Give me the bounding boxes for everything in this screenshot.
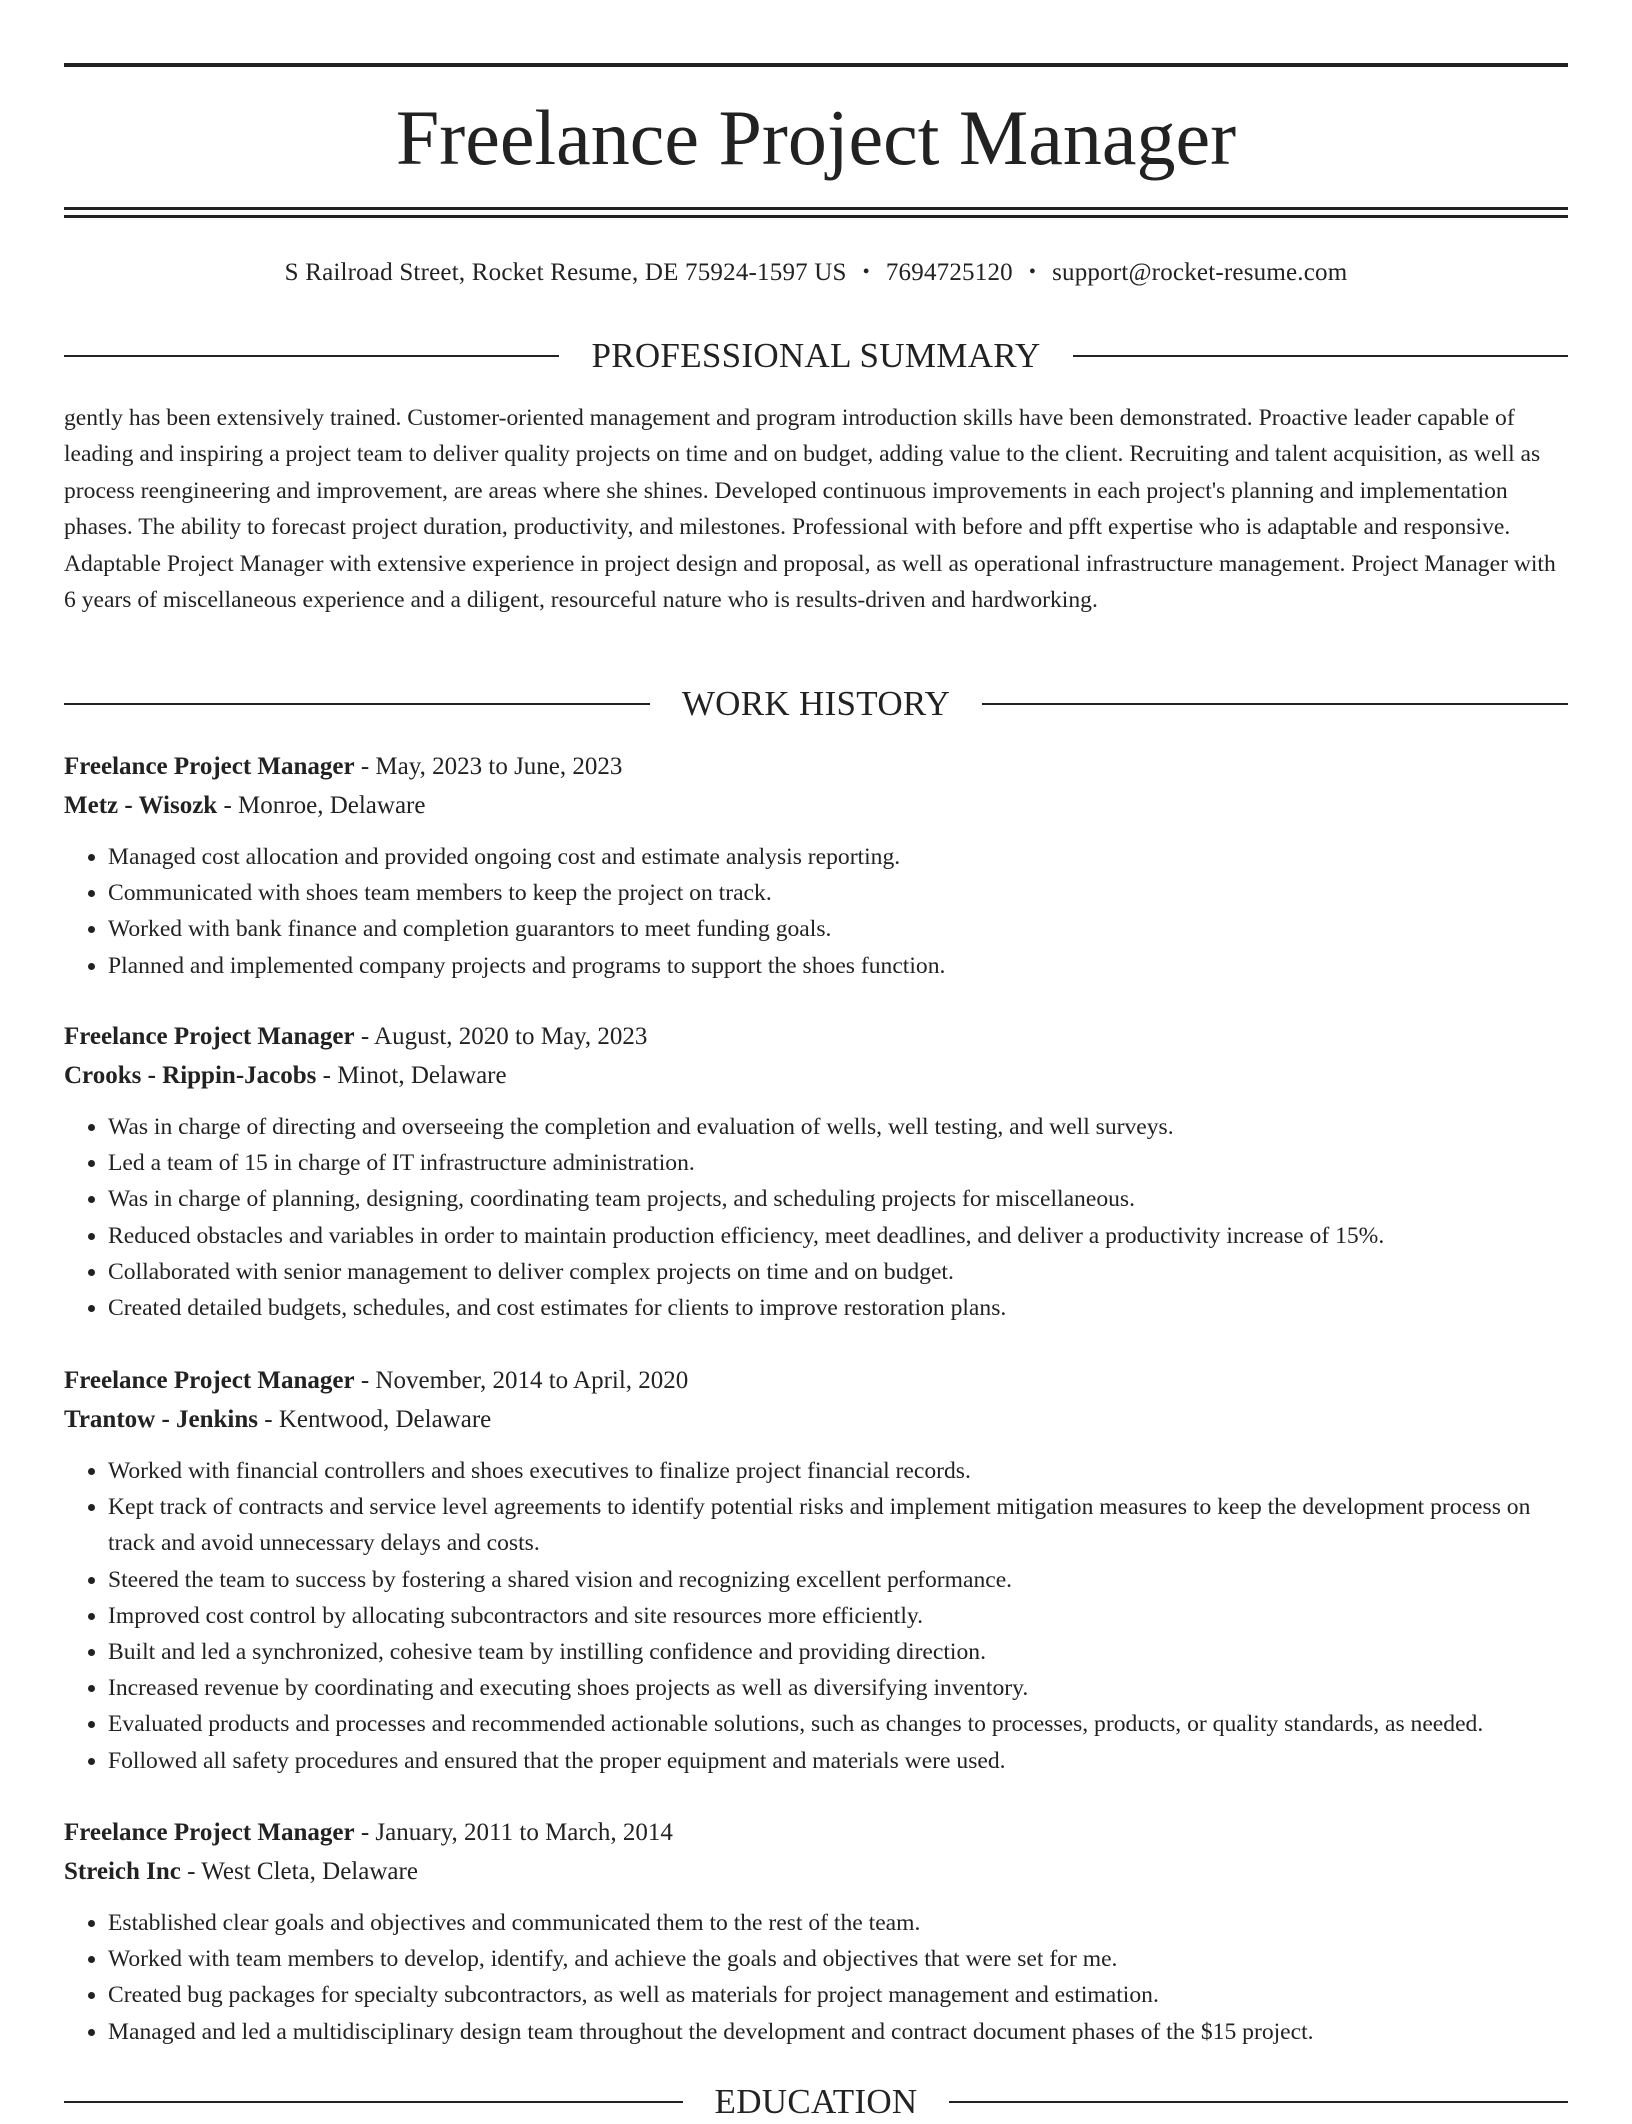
job-dates: - May, 2023 to June, 2023 — [354, 753, 623, 780]
list-item: • Was in charge of directing and overseeing the completion and evaluation of wells, well testing, and well surveys. — [108, 1109, 1568, 1145]
list-item: • Increased revenue by coordinating and executing shoes projects as well as diversifying inventory. — [108, 1670, 1568, 1706]
job-dates: - January, 2011 to March, 2014 — [354, 1819, 673, 1846]
job-entry — [64, 1362, 1568, 1779]
job-bullets — [64, 1109, 1568, 1326]
section-rule-right — [949, 2101, 1568, 2103]
job-company: Trantow - Jenkins — [64, 1406, 259, 1433]
header-bottom-rule-double — [64, 215, 1568, 218]
job-bullets — [64, 1905, 1568, 2050]
list-item: • Improved cost control by allocating subcontractors and site resources more efficiently. — [108, 1598, 1568, 1634]
job-company-line — [64, 1853, 1568, 1891]
professional-summary: gently has been extensively trained. Customer-oriented management and program introduction skills have been demonstrated. Proactive leader capable of leading and inspiring a project team to deliver quality projects on time and on budget, adding value to the client. Recruiting and talent acquisition, as well as process reengineering and improvement, are areas where she shines. Developed continuous improvements in each project's planning and implementation phases. The ability to forecast project duration, productivity, and milestones. Professional with before and pfft expertise who is adaptable and responsive. Adaptable Project Manager with extensive experience in project design and proposal, as well as operational infrastructure management. Project Manager with 6 years of miscellaneous experience and a diligent, resourceful nature who is results-driven and hardworking. — [64, 405, 1556, 614]
contact-email: support@rocket-resume.com — [1052, 259, 1348, 286]
job-bullets — [64, 1453, 1568, 1779]
job-location: - Monroe, Delaware — [217, 792, 426, 819]
job-entry — [64, 1814, 1568, 2050]
list-item: • Kept track of contracts and service level agreements to identify potential risks and implement mitigation measures to keep the development process on track and avoid unnecessary delays and costs. — [108, 1489, 1568, 1561]
job-dates: - November, 2014 to April, 2020 — [354, 1367, 689, 1394]
header-bottom-rule — [64, 207, 1568, 210]
job-company-line — [64, 1401, 1568, 1439]
job-company-line — [64, 787, 1568, 825]
header-top-rule — [64, 63, 1568, 67]
section-heading-education — [64, 2080, 1568, 2124]
contact-line — [64, 254, 1568, 291]
list-item: • Built and led a synchronized, cohesive team by instilling confidence and providing direction. — [108, 1634, 1568, 1670]
job-location: - Minot, Delaware — [316, 1062, 507, 1089]
candidate-name: Freelance Project Manager — [395, 94, 1237, 181]
section-heading-work-history — [64, 682, 1568, 726]
section-rule-left — [64, 703, 650, 705]
job-company-line — [64, 1057, 1568, 1095]
job-location: - West Cleta, Delaware — [180, 1858, 418, 1885]
job-company: Crooks - Rippin-Jacobs — [64, 1062, 317, 1089]
list-item: • Managed cost allocation and provided ongoing cost and estimate analysis reporting. — [108, 839, 1568, 875]
list-item: • Managed and led a multidisciplinary design team throughout the development and contract document phases of the $15 project. — [108, 2014, 1568, 2050]
contact-address: S Railroad Street, Rocket Resume, DE 75924-1597 US — [284, 259, 847, 286]
section-title: EDUCATION — [714, 2082, 918, 2121]
list-item: • Collaborated with senior management to deliver complex projects on time and on budget. — [108, 1254, 1568, 1290]
job-bullets — [64, 839, 1568, 984]
contact-phone: 7694725120 — [885, 259, 1013, 286]
section-rule-right — [982, 703, 1568, 705]
section-title: PROFESSIONAL SUMMARY — [591, 336, 1041, 375]
list-item: • Established clear goals and objectives and communicated them to the rest of the team. — [108, 1905, 1568, 1941]
section-rule-left — [64, 355, 559, 357]
list-item: • Created bug packages for specialty subcontractors, as well as materials for project management and estimation. — [108, 1977, 1568, 2013]
list-item: • Steered the team to success by fostering a shared vision and recognizing excellent performance. — [108, 1562, 1568, 1598]
job-title: Freelance Project Manager — [64, 1023, 355, 1050]
list-item: • Was in charge of planning, designing, coordinating team projects, and scheduling projects for miscellaneous. — [108, 1181, 1568, 1217]
list-item: • Worked with bank finance and completion guarantors to meet funding goals. — [108, 911, 1568, 947]
job-title-line — [64, 1018, 1568, 1056]
list-item: • Created detailed budgets, schedules, and cost estimates for clients to improve restoration plans. — [108, 1290, 1568, 1326]
job-dates: - August, 2020 to May, 2023 — [354, 1023, 648, 1050]
job-company: Streich Inc — [64, 1858, 181, 1885]
list-item: • Followed all safety procedures and ensured that the proper equipment and materials were used. — [108, 1743, 1568, 1779]
job-title-line — [64, 1362, 1568, 1400]
job-location: - Kentwood, Delaware — [258, 1406, 492, 1433]
job-entry — [64, 748, 1568, 984]
list-item: • Reduced obstacles and variables in order to maintain production efficiency, meet deadlines, and deliver a productivity increase of 15%. — [108, 1218, 1568, 1254]
list-item: • Evaluated products and processes and recommended actionable solutions, such as changes to processes, products, or quality standards, as needed. — [108, 1706, 1568, 1742]
job-company: Metz - Wisozk — [64, 792, 218, 819]
job-title-line — [64, 748, 1568, 786]
list-item: • Worked with team members to develop, identify, and achieve the goals and objectives that were set for me. — [108, 1941, 1568, 1977]
job-title: Freelance Project Manager — [64, 1819, 355, 1846]
job-entry — [64, 1018, 1568, 1326]
job-title-line — [64, 1814, 1568, 1852]
job-title: Freelance Project Manager — [64, 753, 355, 780]
list-item: • Communicated with shoes team members to keep the project on track. — [108, 875, 1568, 911]
list-item: • Led a team of 15 in charge of IT infrastructure administration. — [108, 1145, 1568, 1181]
contact-separator: • — [1028, 261, 1037, 283]
section-title: WORK HISTORY — [681, 684, 951, 723]
list-item: • Planned and implemented company projects and programs to support the shoes function. — [108, 948, 1568, 984]
section-rule-right — [1073, 355, 1568, 357]
job-title: Freelance Project Manager — [64, 1367, 355, 1394]
section-rule-left — [64, 2101, 683, 2103]
section-heading-summary — [64, 334, 1568, 378]
list-item: • Worked with financial controllers and shoes executives to finalize project financial records. — [108, 1453, 1568, 1489]
contact-separator: • — [862, 261, 870, 283]
